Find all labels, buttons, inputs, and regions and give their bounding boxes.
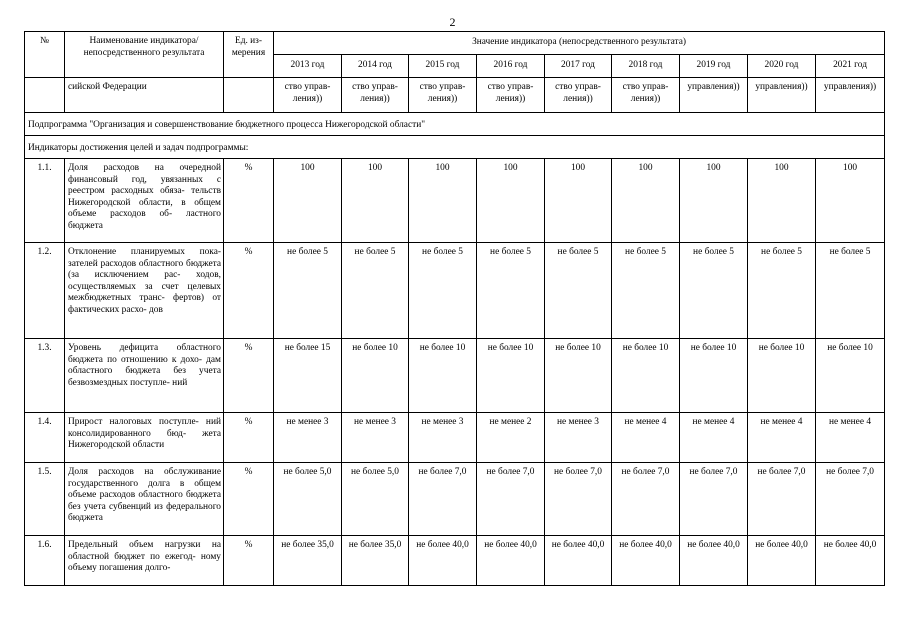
value-cell: не более 10 [342, 339, 409, 413]
indicators-table [24, 31, 885, 586]
value-cell: не более 10 [477, 339, 545, 413]
table-row [25, 159, 885, 243]
indicators-title-row [25, 136, 885, 159]
value-cell: не более 7,0 [680, 463, 748, 536]
row-number: 1.4. [25, 413, 65, 463]
value-cell: 100 [748, 159, 816, 243]
value-cell: не более 5 [545, 243, 612, 339]
value-cell: не более 7,0 [409, 463, 477, 536]
value-cell: не более 5 [748, 243, 816, 339]
year-header: 2020 год [748, 55, 816, 78]
unit-cell: % [224, 536, 274, 586]
page-number: 2 [449, 15, 456, 29]
table-row [25, 243, 885, 339]
value-cell: не более 5 [816, 243, 885, 339]
subprogram-row [25, 113, 885, 136]
value-cell: не менее 4 [748, 413, 816, 463]
value-cell: не более 7,0 [612, 463, 680, 536]
value-cell: не более 10 [680, 339, 748, 413]
value-cell: не более 7,0 [748, 463, 816, 536]
continuation-value: управления)) [680, 78, 748, 113]
continuation-name: сийской Федерации [65, 78, 224, 113]
continuation-value: ство управ- ления)) [274, 78, 342, 113]
year-header: 2018 год [612, 55, 680, 78]
row-number: 1.5. [25, 463, 65, 536]
col-header-value: Значение индикатора (непосредственного результата) [274, 32, 885, 55]
indicator-name: Доля расходов на обслуживание государственного долга в общем объеме расходов областного бюджета без учета субвенций из федерального бюджета [65, 463, 224, 536]
value-cell: не более 10 [748, 339, 816, 413]
unit-cell: % [224, 463, 274, 536]
value-cell: не менее 3 [409, 413, 477, 463]
continuation-value: ство управ- ления)) [545, 78, 612, 113]
value-cell: не более 5,0 [274, 463, 342, 536]
value-cell: не более 5 [612, 243, 680, 339]
continuation-unit-cell [224, 78, 274, 113]
indicator-name: Прирост налоговых поступле- ний консолидированного бюд- жета Нижегородской области [65, 413, 224, 463]
indicator-name: Доля расходов на очередной финансовый год, увязанных с реестром расходных обяза- тельств Нижегородской области, в общем объеме расходов об- ластного бюджета [65, 159, 224, 243]
value-cell: не более 7,0 [545, 463, 612, 536]
row-number: 1.1. [25, 159, 65, 243]
value-cell: не более 40,0 [680, 536, 748, 586]
value-cell: не менее 4 [680, 413, 748, 463]
value-cell: не менее 3 [342, 413, 409, 463]
value-cell: не более 15 [274, 339, 342, 413]
value-cell: 100 [545, 159, 612, 243]
col-header-unit: Ед. из- мерения [224, 32, 274, 78]
continuation-value: ство управ- ления)) [342, 78, 409, 113]
year-header: 2016 год [477, 55, 545, 78]
value-cell: не более 40,0 [477, 536, 545, 586]
value-cell: 100 [680, 159, 748, 243]
value-cell: не более 40,0 [612, 536, 680, 586]
value-cell: 100 [477, 159, 545, 243]
value-cell: 100 [612, 159, 680, 243]
value-cell: 100 [342, 159, 409, 243]
value-cell: не более 40,0 [545, 536, 612, 586]
value-cell: не более 35,0 [342, 536, 409, 586]
table-row [25, 463, 885, 536]
year-header: 2013 год [274, 55, 342, 78]
value-cell: не менее 3 [274, 413, 342, 463]
value-cell: не более 40,0 [748, 536, 816, 586]
value-cell: не более 7,0 [816, 463, 885, 536]
value-cell: не более 10 [816, 339, 885, 413]
indicator-name: Отклонение планируемых пока- зателей расходов областного бюджета (за исключением рас- ходов, осуществляемых за счет целевых межбюджетных транс- фертов) от фактических расхо- дов [65, 243, 224, 339]
continuation-value: ство управ- ления)) [612, 78, 680, 113]
year-header: 2019 год [680, 55, 748, 78]
value-cell: не более 5 [477, 243, 545, 339]
value-cell: не более 10 [545, 339, 612, 413]
unit-cell: % [224, 413, 274, 463]
col-header-number: № [25, 32, 65, 78]
value-cell: не более 5 [680, 243, 748, 339]
value-cell: не менее 2 [477, 413, 545, 463]
continuation-row [25, 78, 885, 113]
value-cell: 100 [274, 159, 342, 243]
year-header: 2021 год [816, 55, 885, 78]
continuation-value: ство управ- ления)) [409, 78, 477, 113]
value-cell: не более 5,0 [342, 463, 409, 536]
row-number: 1.3. [25, 339, 65, 413]
value-cell: не более 7,0 [477, 463, 545, 536]
value-cell: не менее 3 [545, 413, 612, 463]
header-row [25, 32, 885, 55]
table-row [25, 339, 885, 413]
row-number: 1.2. [25, 243, 65, 339]
indicators-title: Индикаторы достижения целей и задач подпрограммы: [25, 136, 885, 159]
continuation-value: ство управ- ления)) [477, 78, 545, 113]
indicator-name: Предельный объем нагрузки на областной бюджет по ежегод- ному объему погашения долго- [65, 536, 224, 586]
value-cell: 100 [409, 159, 477, 243]
unit-cell: % [224, 243, 274, 339]
unit-cell: % [224, 339, 274, 413]
row-number: 1.6. [25, 536, 65, 586]
subprogram-title: Подпрограмма "Организация и совершенствование бюджетного процесса Нижегородской области" [25, 113, 885, 136]
value-cell: не более 35,0 [274, 536, 342, 586]
continuation-number-cell [25, 78, 65, 113]
unit-cell: % [224, 159, 274, 243]
value-cell: не более 40,0 [816, 536, 885, 586]
col-header-name: Наименование индикатора/ непосредственного результата [65, 32, 224, 78]
value-cell: не более 5 [342, 243, 409, 339]
value-cell: не более 5 [409, 243, 477, 339]
value-cell: не более 10 [409, 339, 477, 413]
table-row [25, 413, 885, 463]
value-cell: 100 [816, 159, 885, 243]
table-row [25, 536, 885, 586]
value-cell: не менее 4 [612, 413, 680, 463]
value-cell: не менее 4 [816, 413, 885, 463]
year-header: 2014 год [342, 55, 409, 78]
continuation-value: управления)) [816, 78, 885, 113]
year-header: 2015 год [409, 55, 477, 78]
value-cell: не более 40,0 [409, 536, 477, 586]
year-header: 2017 год [545, 55, 612, 78]
indicator-name: Уровень дефицита областного бюджета по отношению к дохо- дам областного бюджета без учета безвозмездных поступле- ний [65, 339, 224, 413]
value-cell: не более 10 [612, 339, 680, 413]
continuation-value: управления)) [748, 78, 816, 113]
value-cell: не более 5 [274, 243, 342, 339]
